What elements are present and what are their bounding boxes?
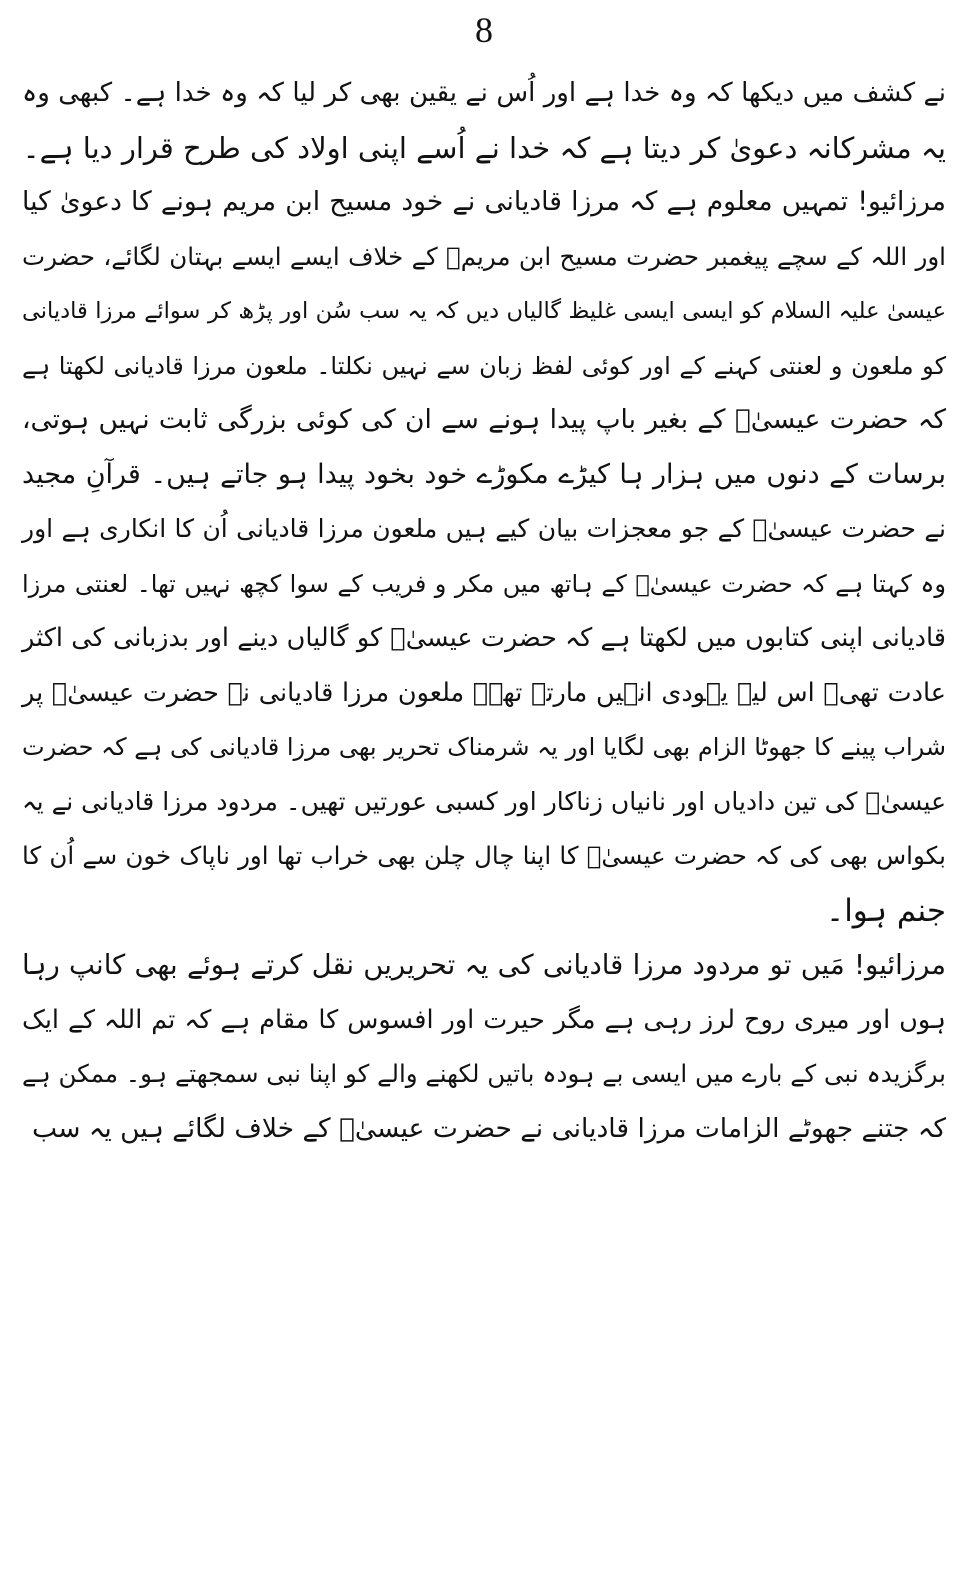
text-line: وہ کہتا ہے کہ حضرت عیسیٰؑ کے ہاتھ میں مکر و فریب کے سوا کچھ نہیں تھا۔ لعنتی مرزا <box>22 569 946 598</box>
paragraph <box>22 175 946 938</box>
text-line: عیسیٰ علیہ السلام کو ایسی ایسی غلیظ گالیاں دیں کہ یہ سب سُن اور پڑھ کر سوائے مرزا قادیانی <box>22 298 946 324</box>
body-text <box>22 66 946 1156</box>
text-line: کہ جتنے جھوٹے الزامات مرزا قادیانی نے حضرت عیسیٰؑ کے خلاف لگائے ہیں یہ سب <box>32 1112 946 1144</box>
text-line: شراب پینے کا جھوٹا الزام بھی لگایا اور یہ شرمناک تحریر بھی مرزا قادیانی کی ہے کہ حضرت <box>22 733 946 761</box>
text-line: نے کشف میں دیکھا کہ وہ خدا ہے اور اُس نے یقین بھی کر لیا کہ وہ خدا ہے۔ کبھی وہ <box>22 78 946 108</box>
text-line: بکواس بھی کی کہ حضرت عیسیٰؑ کا اپنا چال چلن بھی خراب تھا اور ناپاک خون سے اُن کا <box>22 841 946 870</box>
text-line: مرزائیو! مَیں تو مردود مرزا قادیانی کی یہ تحریریں نقل کرتے ہوئے بھی کانپ رہا <box>22 949 946 981</box>
text-line: مرزائیو! تمہیں معلوم ہے کہ مرزا قادیانی نے خود مسیح ابن مریم ہونے کا دعویٰ کیا <box>22 186 946 217</box>
text-line: برگزیدہ نبی کے بارے میں ایسی بے ہودہ باتیں لکھنے والے کو اپنا نبی سمجھتے ہو۔ ممکن ہے <box>22 1059 946 1088</box>
paragraph <box>22 938 946 1156</box>
text-line: عیسیٰؑ کی تین دادیاں اور نانیاں زناکار اور کسبی عورتیں تھیں۔ مردود مرزا قادیانی نے یہ <box>22 786 946 816</box>
page-number: 8 <box>475 10 493 50</box>
text-line: جنم ہوا۔ <box>826 892 946 929</box>
text-line: نے حضرت عیسیٰؑ کے جو معجزات بیان کیے ہیں ملعون مرزا قادیانی اُن کا انکاری ہے اور <box>22 514 946 543</box>
text-line: کو ملعون و لعنتی کہنے کے اور کوئی لفظ زبان سے نہیں نکلتا۔ ملعون مرزا قادیانی لکھتا ہے <box>22 351 946 380</box>
text-line: قادیانی اپنی کتابوں میں لکھتا ہے کہ حضرت عیسیٰؑ کو گالیاں دینے اور بدزبانی کی اکثر <box>22 623 946 653</box>
text-line: ہوں اور میری روح لرز رہی ہے مگر حیرت اور افسوس کا مقام ہے کہ تم اللہ کے ایک <box>22 1004 946 1035</box>
text-line: کہ حضرت عیسیٰؑ کے بغیر باپ پیدا ہونے سے ان کی کوئی بزرگی ثابت نہیں ہوتی، <box>22 404 946 435</box>
text-line: برسات کے دنوں میں ہزار ہا کیڑے مکوڑے خود بخود پیدا ہو جاتے ہیں۔ قرآنِ مجید <box>22 458 946 490</box>
paragraph <box>22 66 946 175</box>
text-line: عادت تھی۔ اس لیے یہودی انہیں مارتے تھے۔ ملعون مرزا قادیانی نے حضرت عیسیٰؑ پر <box>22 677 946 708</box>
text-line: یہ مشرکانہ دعویٰ کر دیتا ہے کہ خدا نے اُسے اپنی اولاد کی طرح قرار دیا ہے۔ <box>22 130 946 165</box>
text-line: اور اللہ کے سچے پیغمبر حضرت مسیح ابن مریمؑ کے خلاف ایسے ایسے بہتان لگائے، حضرت <box>22 241 946 271</box>
